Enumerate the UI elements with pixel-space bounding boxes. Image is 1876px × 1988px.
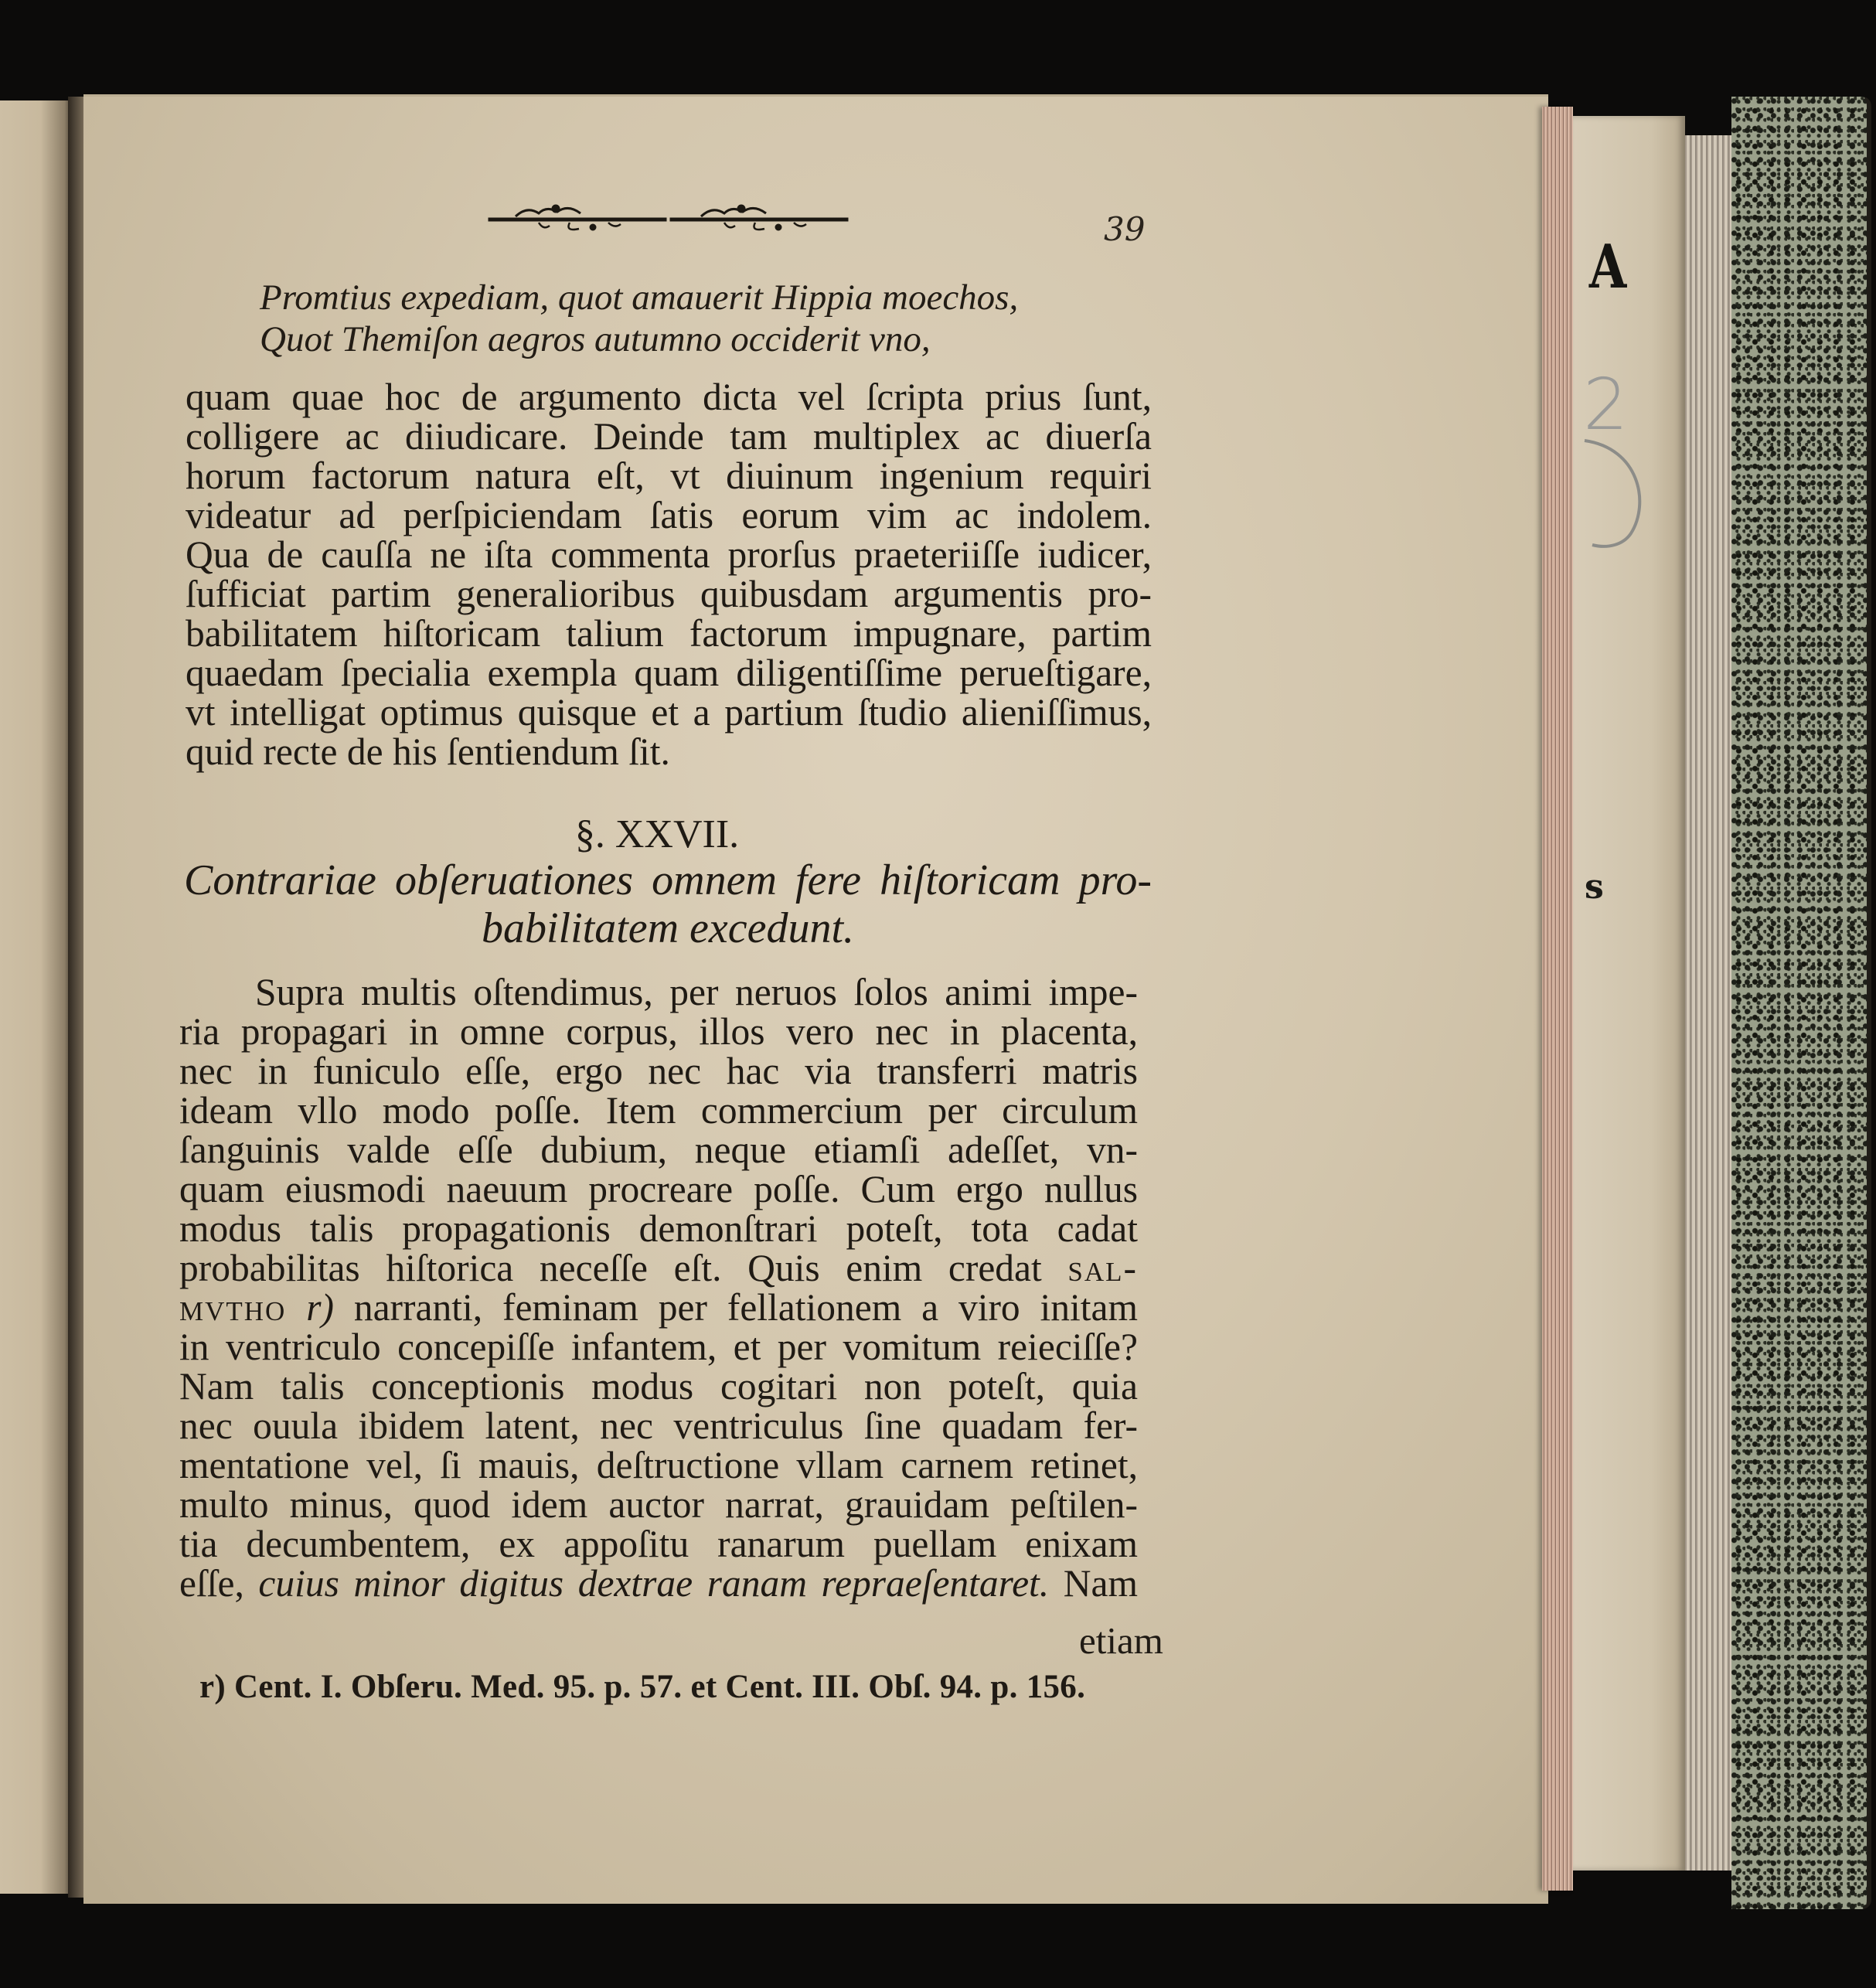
verse-line: Quot Themiſon aegros autumno occiderit vno, bbox=[260, 319, 931, 359]
text-segment: probabilitas hiſtorica neceſſe eſt. Quis enim credat bbox=[179, 1247, 1042, 1289]
text-segment: narranti, feminam per fellationem a viro initam bbox=[353, 1286, 1139, 1329]
text-line: Supra multis oſtendimus, per neruos ſolos animi impe- bbox=[255, 971, 1138, 1013]
pencil-mark bbox=[1577, 433, 1670, 557]
paragraph bbox=[179, 972, 1138, 1603]
tab-letter-s: s bbox=[1585, 867, 1604, 907]
text-line: modus talis propagationis demonſtrari poteſt, tota cadat bbox=[179, 1207, 1138, 1250]
italic-quote: cuius minor digitus dextrae ranam repraeſentaret. bbox=[258, 1562, 1050, 1605]
catchword: etiam bbox=[1079, 1619, 1163, 1662]
text-line: horum factorum natura eſt, vt diuinum ingenium requiri bbox=[186, 454, 1152, 497]
text-line: tia decumbentem, ex appoſitu ranarum puellam enixam bbox=[179, 1523, 1138, 1565]
heading-line: babilitatem excedunt. bbox=[481, 904, 855, 952]
marbled-cover bbox=[1731, 97, 1871, 1909]
text-line: mentatione vel, ſi mauis, deſtructione vllam carnem retinet, bbox=[179, 1444, 1138, 1486]
text-line: quam quae hoc de argumento dicta vel ſcripta prius ſunt, bbox=[186, 376, 1152, 418]
paragraph bbox=[186, 377, 1152, 771]
footnote-ref: r) bbox=[306, 1286, 334, 1329]
text-line: quid recte de his ſentiendum ſit. bbox=[186, 730, 670, 773]
left-page-edge bbox=[0, 100, 73, 1894]
text-line bbox=[179, 1564, 1138, 1603]
section-heading bbox=[184, 856, 1152, 952]
text-segment: Nam bbox=[1063, 1562, 1139, 1605]
text-line: multo minus, quod idem auctor narrat, grauidam peſtilen- bbox=[179, 1483, 1138, 1526]
text-line: ſanguinis valde eſſe dubium, neque etiamſi adeſſet, vn- bbox=[179, 1128, 1138, 1171]
text-line: babilitatem hiſtoricam talium factorum impugnare, partim bbox=[186, 612, 1152, 655]
page-number: 39 bbox=[1104, 210, 1146, 248]
text-line: quam eiusmodi naeuum procreare poſſe. Cum ergo nullus bbox=[179, 1168, 1138, 1210]
heading-line: Contrariae obſeruationes omnem fere hiſtoricam pro- bbox=[184, 856, 1152, 904]
verse-quotation bbox=[260, 277, 1125, 360]
tab-number-2: 2 bbox=[1583, 363, 1629, 446]
text-line: videatur ad perſpiciendam ſatis eorum vim ac indolem. bbox=[186, 494, 1152, 536]
text-line: ſufficiat partim generalioribus quibusdam argumentis pro- bbox=[186, 573, 1152, 615]
text-line: ria propagari in omne corpus, illos vero nec in placenta, bbox=[179, 1010, 1138, 1053]
text-line: vt intelligat optimus quisque et a partium ſtudio alieniſſimus, bbox=[186, 691, 1152, 734]
author-name: sal- bbox=[1067, 1247, 1138, 1289]
verse-line: Promtius expediam, quot amauerit Hippia moechos, bbox=[260, 277, 1019, 318]
text-line: ideam vllo modo poſſe. Item commercium per circulum bbox=[179, 1089, 1138, 1132]
text-segment: eſſe, bbox=[179, 1562, 244, 1605]
text-line: in ventriculo concepiſſe infantem, et per vomitum reieciſſe? bbox=[179, 1326, 1138, 1368]
tab-letter-a: A bbox=[1588, 232, 1626, 302]
text-line bbox=[179, 1288, 1138, 1327]
text-line: nec in funiculo eſſe, ergo nec hac via transferri matris bbox=[179, 1050, 1138, 1092]
text-line: quaedam ſpecialia exempla quam diligentiſſime perueſtigare, bbox=[186, 652, 1152, 694]
author-name: mvtho bbox=[179, 1286, 287, 1329]
header-ornament bbox=[485, 199, 852, 238]
text-line: Qua de cauſſa ne iſta commenta prorſus praeteriiſſe iudicer, bbox=[186, 533, 1152, 576]
text-line: Nam talis conceptionis modus cogitari non poteſt, quia bbox=[179, 1365, 1138, 1408]
section-number: §. XXVII. bbox=[574, 812, 740, 856]
text-line: colligere ac diiudicare. Deinde tam multiplex ac diuerſa bbox=[186, 415, 1152, 458]
text-line: nec ouula ibidem latent, nec ventriculus ſine quadam fer- bbox=[179, 1404, 1138, 1447]
page-edges bbox=[1542, 107, 1573, 1891]
footnote: r) Cent. I. Obſeru. Med. 95. p. 57. et Cent. III. Obſ. 94. p. 156. bbox=[199, 1669, 1086, 1705]
text-line bbox=[179, 1248, 1138, 1288]
